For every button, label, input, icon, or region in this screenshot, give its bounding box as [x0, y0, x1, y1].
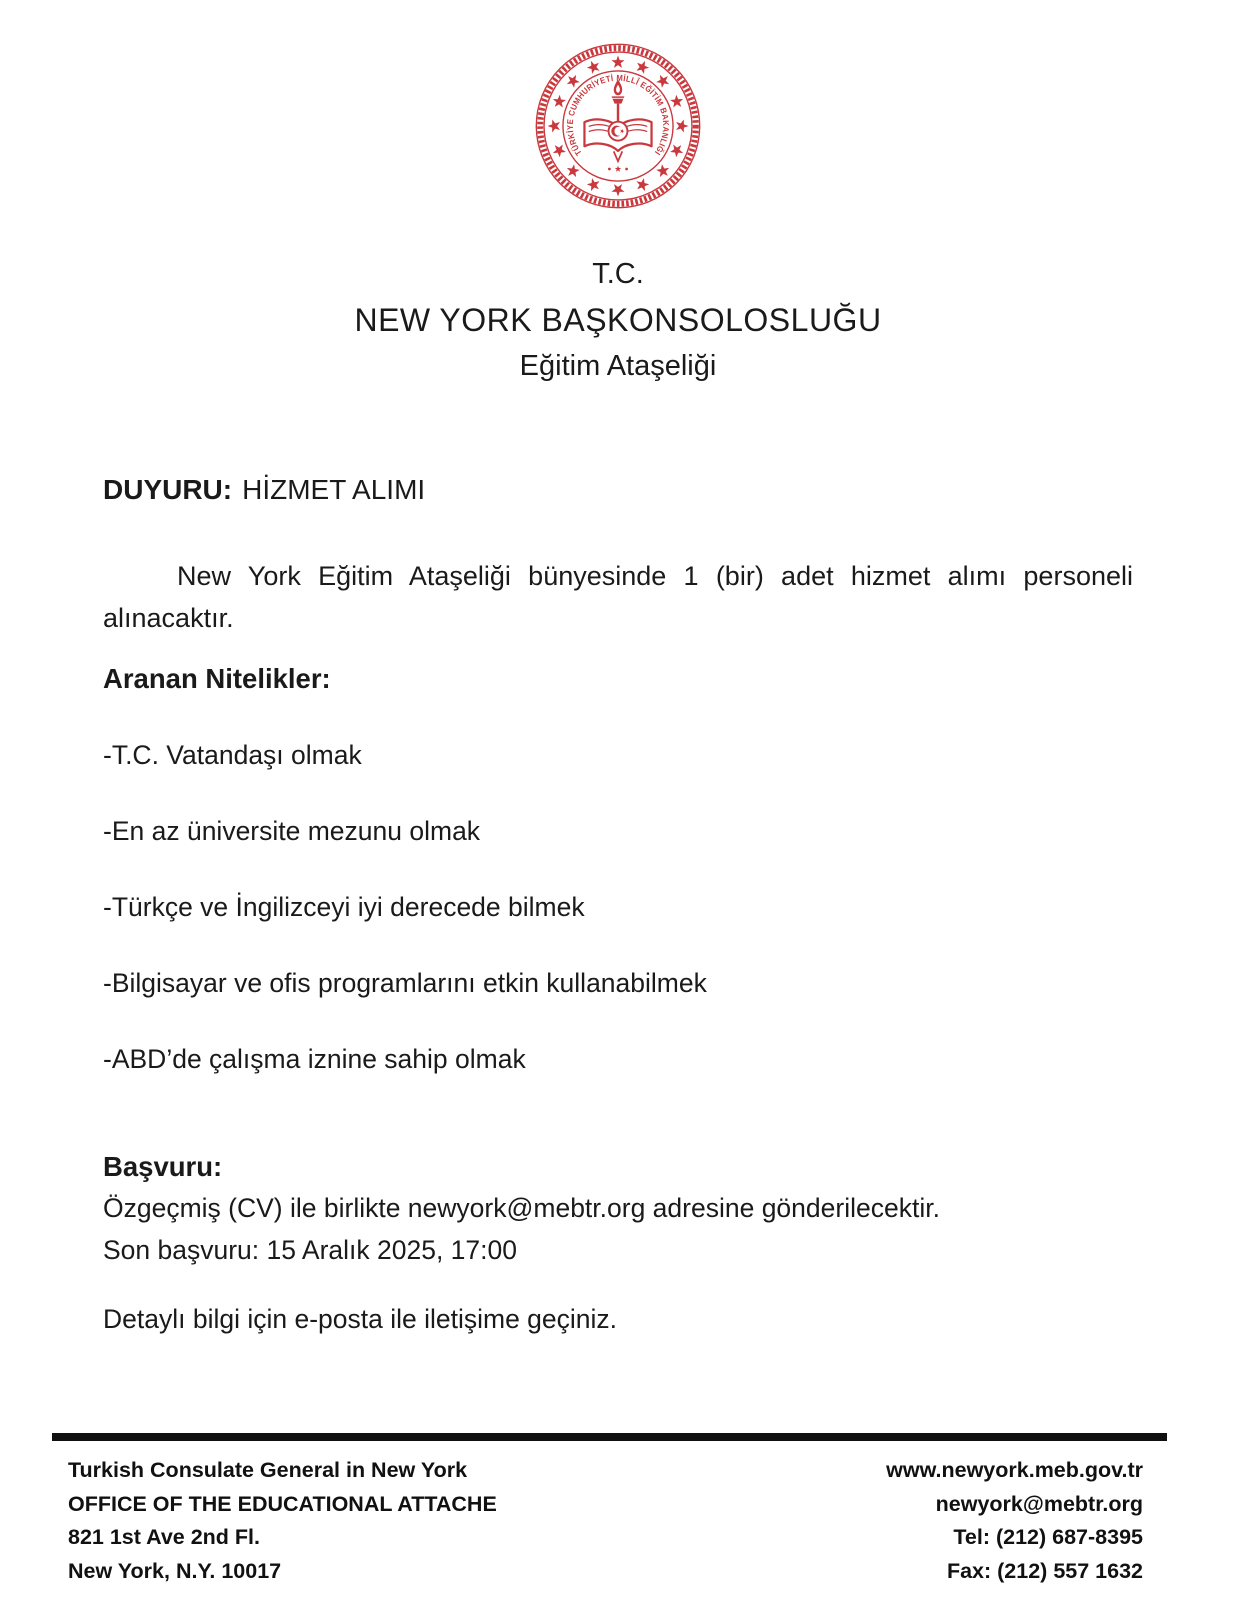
- qualification-item: -En az üniversite mezunu olmak: [103, 816, 481, 846]
- announcement-title: HİZMET ALIMI: [242, 474, 426, 505]
- intro-paragraph: New York Eğitim Ataşeliği bünyesinde 1 (bir) adet hizmet alımı personeli alınacaktır.: [103, 561, 1133, 633]
- qualification-item: -Türkçe ve İngilizceyi iyi derecede bilmek: [103, 892, 585, 922]
- announcement-label: DUYURU:: [103, 474, 233, 505]
- contact-note: Detaylı bilgi için e-posta ile iletişime geçiniz.: [103, 1304, 618, 1334]
- footer-address-block: [68, 1454, 497, 1588]
- footer-divider: [52, 1433, 1167, 1441]
- footer-website: www.newyork.meb.gov.tr: [886, 1458, 1143, 1482]
- footer-contact-block: [886, 1454, 1143, 1588]
- footer-office-name: OFFICE OF THE EDUCATIONAL ATTACHE: [68, 1491, 497, 1516]
- seal-torch-icon: [612, 80, 625, 123]
- footer-org-name: Turkish Consulate General in New York: [68, 1458, 468, 1482]
- footer-email: newyork@mebtr.org: [935, 1491, 1143, 1516]
- footer-fax: Fax: (212) 557 1632: [946, 1558, 1143, 1583]
- footer-phone: Tel: (212) 687-8395: [953, 1525, 1143, 1549]
- announcement-line: [103, 475, 1133, 505]
- footer-city-zip: New York, N.Y. 10017: [68, 1558, 282, 1583]
- seal-bottom-ornament: [608, 166, 628, 172]
- letterhead-consulate-name: NEW YORK BAŞKONSOLOSLUĞU: [354, 302, 882, 338]
- footer-street-address: 821 1st Ave 2nd Fl.: [68, 1525, 260, 1549]
- qualification-item: -ABD’de çalışma iznine sahip olmak: [103, 1044, 526, 1074]
- qualification-item: -T.C. Vatandaşı olmak: [103, 740, 362, 770]
- letterhead: [0, 251, 1236, 389]
- seal-crescent-star-icon: [609, 122, 628, 141]
- ministry-of-education-seal-icon: [532, 40, 704, 212]
- footer: [0, 1441, 1236, 1588]
- letterhead-state-abbrev: T.C.: [592, 258, 644, 290]
- qualification-item: -Bilgisayar ve ofis programlarını etkin kullanabilmek: [103, 968, 707, 998]
- letterhead-office-name: Eğitim Ataşeliği: [519, 350, 717, 382]
- seal-container: [0, 0, 1236, 217]
- seal-circular-text: TÜRKİYE CUMHURİYETİ MİLLÎ EĞİTİM BAKANLIĞI: [564, 72, 672, 158]
- document-body: [0, 475, 1236, 1336]
- application-heading: Başvuru:: [103, 1151, 223, 1182]
- qualifications-heading: Aranan Nitelikler:: [103, 663, 331, 694]
- application-deadline: Son başvuru: 15 Aralık 2025, 17:00: [103, 1235, 517, 1265]
- application-instruction: Özgeçmiş (CV) ile birlikte newyork@mebtr.org adresine gönderilecektir.: [103, 1193, 940, 1223]
